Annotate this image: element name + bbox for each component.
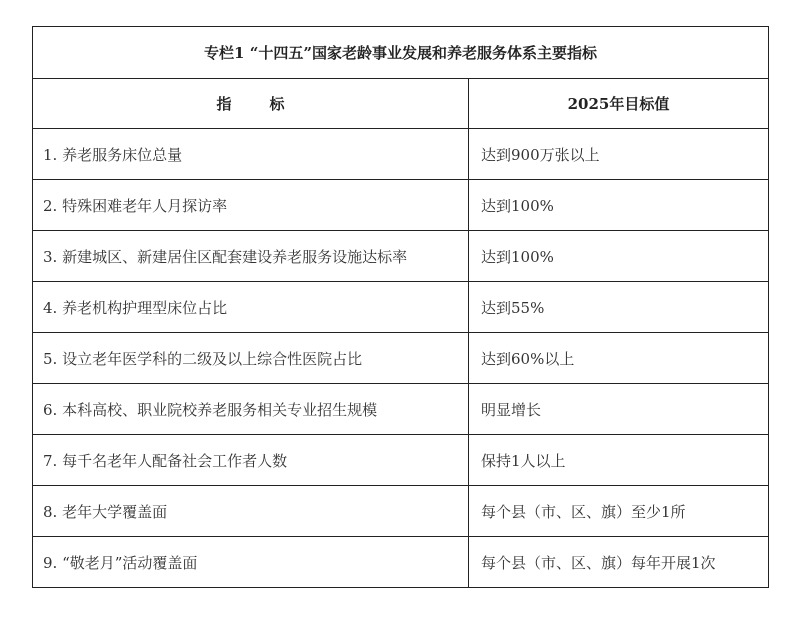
indicator-cell: 9. “敬老月”活动覆盖面 bbox=[33, 537, 469, 588]
header-indicator-left: 指 bbox=[216, 95, 232, 113]
table-row bbox=[33, 537, 769, 588]
indicator-cell: 1. 养老服务床位总量 bbox=[33, 129, 469, 180]
target-cell: 达到100% bbox=[469, 180, 769, 231]
target-cell: 达到60%以上 bbox=[469, 333, 769, 384]
target-cell: 保持1人以上 bbox=[469, 435, 769, 486]
table-row bbox=[33, 384, 769, 435]
target-cell: 达到55% bbox=[469, 282, 769, 333]
table-row bbox=[33, 180, 769, 231]
table-row bbox=[33, 486, 769, 537]
indicator-cell: 6. 本科高校、职业院校养老服务相关专业招生规模 bbox=[33, 384, 469, 435]
target-cell: 明显增长 bbox=[469, 384, 769, 435]
indicator-cell: 4. 养老机构护理型床位占比 bbox=[33, 282, 469, 333]
table-row bbox=[33, 129, 769, 180]
indicator-cell: 2. 特殊困难老年人月探访率 bbox=[33, 180, 469, 231]
indicator-cell: 7. 每千名老年人配备社会工作者人数 bbox=[33, 435, 469, 486]
table-row bbox=[33, 282, 769, 333]
target-cell: 达到100% bbox=[469, 231, 769, 282]
target-cell: 达到900万张以上 bbox=[469, 129, 769, 180]
target-cell: 每个县（市、区、旗）每年开展1次 bbox=[469, 537, 769, 588]
indicator-cell: 5. 设立老年医学科的二级及以上综合性医院占比 bbox=[33, 333, 469, 384]
target-cell: 每个县（市、区、旗）至少1所 bbox=[469, 486, 769, 537]
header-indicator-right: 标 bbox=[269, 95, 285, 113]
header-target: 2025年目标值 bbox=[469, 79, 769, 129]
table-row bbox=[33, 231, 769, 282]
header-indicator bbox=[33, 79, 469, 129]
table-row bbox=[33, 435, 769, 486]
indicator-cell: 8. 老年大学覆盖面 bbox=[33, 486, 469, 537]
table-title: 专栏1 “十四五”国家老龄事业发展和养老服务体系主要指标 bbox=[33, 27, 769, 79]
indicators-table bbox=[32, 26, 769, 588]
title-row bbox=[33, 27, 769, 79]
table-row bbox=[33, 333, 769, 384]
header-row bbox=[33, 79, 769, 129]
indicator-cell: 3. 新建城区、新建居住区配套建设养老服务设施达标率 bbox=[33, 231, 469, 282]
